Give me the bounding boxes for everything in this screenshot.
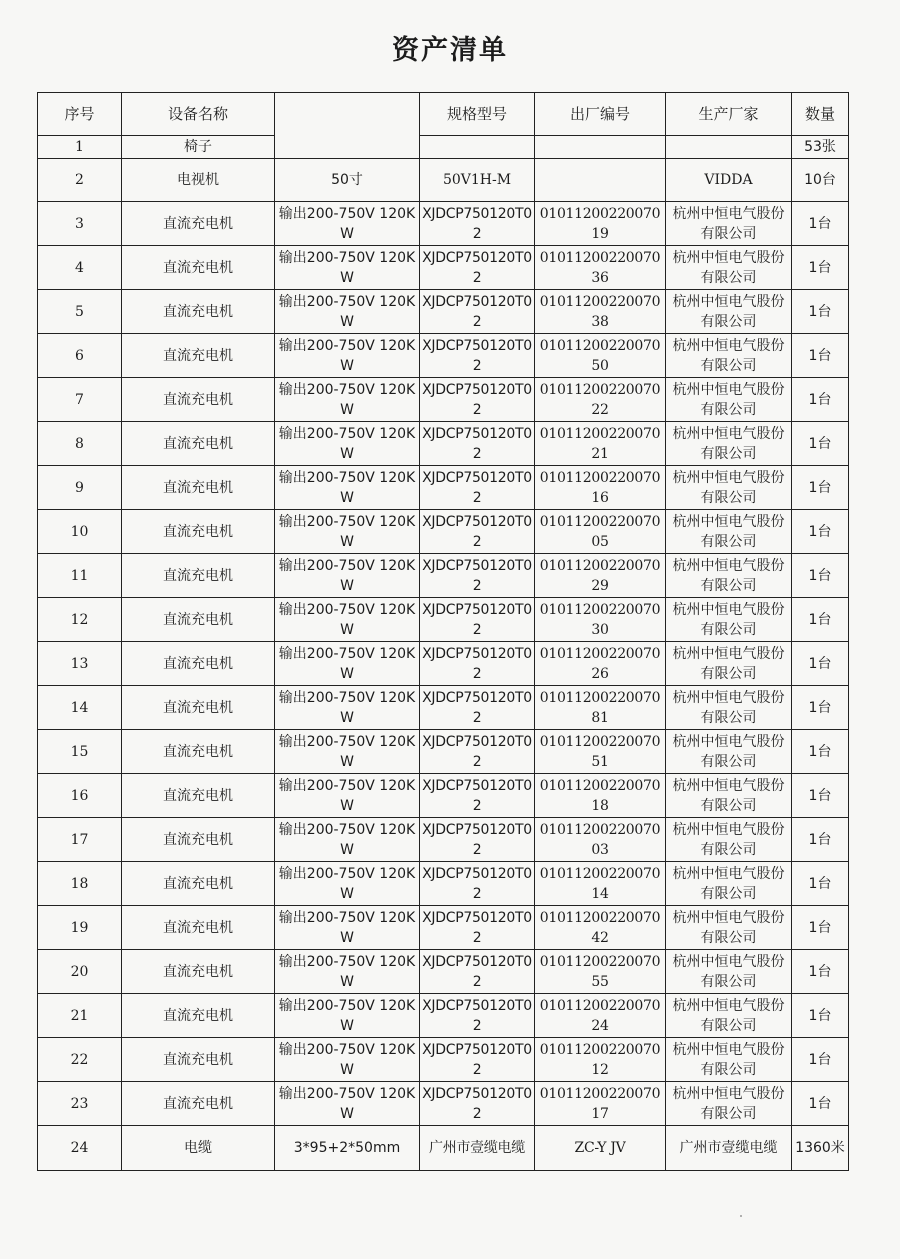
- cell-maker: 杭州中恒电气股份有限公司: [666, 466, 792, 510]
- cell-serial: 0101120022007026: [535, 642, 666, 686]
- cell-qty: 1台: [792, 950, 849, 994]
- cell-no: 10: [38, 510, 122, 554]
- table-row: [38, 950, 849, 994]
- cell-name: 电缆: [122, 1126, 275, 1171]
- cell-model: XJDCP750120T02: [420, 774, 535, 818]
- header-serial: 出厂编号: [535, 93, 666, 136]
- cell-spec: 输出200-750V 120KW: [275, 554, 420, 598]
- cell-serial: 0101120022007021: [535, 422, 666, 466]
- cell-serial: 0101120022007051: [535, 730, 666, 774]
- table-row: [38, 290, 849, 334]
- cell-maker: 杭州中恒电气股份有限公司: [666, 1038, 792, 1082]
- cell-spec: 输出200-750V 120KW: [275, 994, 420, 1038]
- cell-name: 直流充电机: [122, 246, 275, 290]
- cell-qty: 1台: [792, 246, 849, 290]
- table-row: [38, 466, 849, 510]
- cell-spec: 输出200-750V 120KW: [275, 334, 420, 378]
- cell-no: 20: [38, 950, 122, 994]
- cell-name: 直流充电机: [122, 906, 275, 950]
- cell-no: 16: [38, 774, 122, 818]
- cell-maker: 杭州中恒电气股份有限公司: [666, 642, 792, 686]
- cell-name: 椅子: [122, 136, 275, 159]
- cell-no: 4: [38, 246, 122, 290]
- cell-qty: 1台: [792, 994, 849, 1038]
- cell-no: 2: [38, 159, 122, 202]
- cell-model: XJDCP750120T02: [420, 686, 535, 730]
- table-row: [38, 378, 849, 422]
- cell-serial: 0101120022007050: [535, 334, 666, 378]
- cell-maker: 杭州中恒电气股份有限公司: [666, 598, 792, 642]
- cell-qty: 1台: [792, 730, 849, 774]
- header-name: 设备名称: [122, 93, 275, 136]
- cell-maker: 杭州中恒电气股份有限公司: [666, 994, 792, 1038]
- cell-maker: 杭州中恒电气股份有限公司: [666, 774, 792, 818]
- cell-model: XJDCP750120T02: [420, 246, 535, 290]
- cell-model: XJDCP750120T02: [420, 598, 535, 642]
- cell-name: 直流充电机: [122, 730, 275, 774]
- cell-spec: 50寸: [275, 159, 420, 202]
- cell-name: 直流充电机: [122, 202, 275, 246]
- cell-model: 广州市壹缆电缆: [420, 1126, 535, 1171]
- header-spec-desc: [275, 93, 420, 159]
- cell-spec: 输出200-750V 120KW: [275, 818, 420, 862]
- cell-name: 直流充电机: [122, 598, 275, 642]
- cell-serial: 0101120022007038: [535, 290, 666, 334]
- cell-no: 15: [38, 730, 122, 774]
- cell-serial: 0101120022007017: [535, 1082, 666, 1126]
- cell-serial: 0101120022007036: [535, 246, 666, 290]
- cell-model: XJDCP750120T02: [420, 818, 535, 862]
- cell-qty: 1台: [792, 818, 849, 862]
- cell-name: 直流充电机: [122, 378, 275, 422]
- cell-spec: 输出200-750V 120KW: [275, 950, 420, 994]
- cell-model: XJDCP750120T02: [420, 1082, 535, 1126]
- cell-qty: 10台: [792, 159, 849, 202]
- cell-maker: 杭州中恒电气股份有限公司: [666, 862, 792, 906]
- table-row: [38, 159, 849, 202]
- cell-qty: 1台: [792, 862, 849, 906]
- cell-qty: 1台: [792, 290, 849, 334]
- header-maker: 生产厂家: [666, 93, 792, 136]
- header-qty: 数量: [792, 93, 849, 136]
- cell-name: 直流充电机: [122, 862, 275, 906]
- cell-qty: 1台: [792, 202, 849, 246]
- cell-model: XJDCP750120T02: [420, 422, 535, 466]
- cell-maker: VIDDA: [666, 159, 792, 202]
- cell-serial: 0101120022007005: [535, 510, 666, 554]
- cell-serial: 0101120022007012: [535, 1038, 666, 1082]
- cell-model: XJDCP750120T02: [420, 554, 535, 598]
- cell-name: 直流充电机: [122, 554, 275, 598]
- cell-serial: 0101120022007055: [535, 950, 666, 994]
- cell-model: XJDCP750120T02: [420, 378, 535, 422]
- cell-no: 13: [38, 642, 122, 686]
- cell-spec: 输出200-750V 120KW: [275, 1082, 420, 1126]
- cell-serial: 0101120022007024: [535, 994, 666, 1038]
- cell-maker: 杭州中恒电气股份有限公司: [666, 950, 792, 994]
- cell-maker: 杭州中恒电气股份有限公司: [666, 730, 792, 774]
- cell-qty: 1台: [792, 466, 849, 510]
- cell-no: 21: [38, 994, 122, 1038]
- cell-name: 电视机: [122, 159, 275, 202]
- table-row: [38, 246, 849, 290]
- page-title: 资产清单: [392, 35, 508, 66]
- cell-maker: 杭州中恒电气股份有限公司: [666, 202, 792, 246]
- table-row: [38, 774, 849, 818]
- table-row: [38, 730, 849, 774]
- cell-qty: 1台: [792, 642, 849, 686]
- cell-spec: 输出200-750V 120KW: [275, 862, 420, 906]
- table-row: [38, 334, 849, 378]
- cell-model: XJDCP750120T02: [420, 290, 535, 334]
- cell-no: 6: [38, 334, 122, 378]
- cell-name: 直流充电机: [122, 774, 275, 818]
- cell-qty: 1台: [792, 906, 849, 950]
- cell-serial: ZC-Y JV: [535, 1126, 666, 1171]
- cell-model: XJDCP750120T02: [420, 202, 535, 246]
- cell-maker: 杭州中恒电气股份有限公司: [666, 818, 792, 862]
- cell-name: 直流充电机: [122, 466, 275, 510]
- table-row: [38, 1126, 849, 1171]
- cell-no: 24: [38, 1126, 122, 1171]
- cell-serial: 0101120022007029: [535, 554, 666, 598]
- cell-no: 23: [38, 1082, 122, 1126]
- cell-name: 直流充电机: [122, 510, 275, 554]
- cell-maker: 杭州中恒电气股份有限公司: [666, 510, 792, 554]
- cell-model: XJDCP750120T02: [420, 510, 535, 554]
- table-row: [38, 510, 849, 554]
- cell-no: 9: [38, 466, 122, 510]
- cell-name: 直流充电机: [122, 422, 275, 466]
- table-row: [38, 1082, 849, 1126]
- scan-speck: [740, 1215, 742, 1217]
- cell-serial: 0101120022007014: [535, 862, 666, 906]
- header-model: 规格型号: [420, 93, 535, 136]
- cell-spec: 输出200-750V 120KW: [275, 730, 420, 774]
- cell-no: 8: [38, 422, 122, 466]
- cell-name: 直流充电机: [122, 994, 275, 1038]
- cell-spec: 输出200-750V 120KW: [275, 598, 420, 642]
- cell-qty: 1台: [792, 378, 849, 422]
- cell-no: 19: [38, 906, 122, 950]
- cell-spec: 输出200-750V 120KW: [275, 378, 420, 422]
- table-row: [38, 906, 849, 950]
- cell-serial: 0101120022007016: [535, 466, 666, 510]
- cell-model: XJDCP750120T02: [420, 906, 535, 950]
- cell-spec: 输出200-750V 120KW: [275, 686, 420, 730]
- table-row: [38, 136, 849, 159]
- cell-serial: [535, 159, 666, 202]
- cell-maker: 杭州中恒电气股份有限公司: [666, 1082, 792, 1126]
- cell-model: 50V1H-M: [420, 159, 535, 202]
- cell-serial: 0101120022007003: [535, 818, 666, 862]
- cell-no: 12: [38, 598, 122, 642]
- cell-spec: 输出200-750V 120KW: [275, 1038, 420, 1082]
- cell-qty: 1台: [792, 334, 849, 378]
- cell-no: 17: [38, 818, 122, 862]
- cell-model: XJDCP750120T02: [420, 642, 535, 686]
- cell-qty: 1台: [792, 774, 849, 818]
- cell-spec: 输出200-750V 120KW: [275, 290, 420, 334]
- cell-name: 直流充电机: [122, 950, 275, 994]
- cell-spec: 输出200-750V 120KW: [275, 466, 420, 510]
- cell-maker: 广州市壹缆电缆: [666, 1126, 792, 1171]
- table-row: [38, 994, 849, 1038]
- cell-serial: 0101120022007018: [535, 774, 666, 818]
- table-row: [38, 554, 849, 598]
- cell-name: 直流充电机: [122, 334, 275, 378]
- cell-no: 18: [38, 862, 122, 906]
- table-row: [38, 642, 849, 686]
- cell-qty: 1台: [792, 1038, 849, 1082]
- cell-maker: 杭州中恒电气股份有限公司: [666, 378, 792, 422]
- header-no: 序号: [38, 93, 122, 136]
- cell-serial: 0101120022007022: [535, 378, 666, 422]
- cell-qty: 1台: [792, 554, 849, 598]
- cell-maker: 杭州中恒电气股份有限公司: [666, 422, 792, 466]
- cell-model: XJDCP750120T02: [420, 1038, 535, 1082]
- cell-maker: 杭州中恒电气股份有限公司: [666, 246, 792, 290]
- cell-no: 1: [38, 136, 122, 159]
- table-row: [38, 1038, 849, 1082]
- cell-name: 直流充电机: [122, 818, 275, 862]
- cell-serial: 0101120022007030: [535, 598, 666, 642]
- table-row: [38, 598, 849, 642]
- cell-maker: 杭州中恒电气股份有限公司: [666, 290, 792, 334]
- cell-spec: 输出200-750V 120KW: [275, 202, 420, 246]
- cell-maker: 杭州中恒电气股份有限公司: [666, 686, 792, 730]
- cell-no: 3: [38, 202, 122, 246]
- cell-spec: 输出200-750V 120KW: [275, 774, 420, 818]
- cell-model: XJDCP750120T02: [420, 466, 535, 510]
- asset-table: [37, 92, 849, 1171]
- cell-name: 直流充电机: [122, 1082, 275, 1126]
- cell-no: 22: [38, 1038, 122, 1082]
- cell-no: 7: [38, 378, 122, 422]
- cell-model: XJDCP750120T02: [420, 950, 535, 994]
- cell-serial: 0101120022007081: [535, 686, 666, 730]
- cell-model: XJDCP750120T02: [420, 994, 535, 1038]
- cell-maker: 杭州中恒电气股份有限公司: [666, 554, 792, 598]
- cell-spec: 输出200-750V 120KW: [275, 906, 420, 950]
- cell-serial: 0101120022007042: [535, 906, 666, 950]
- table-row: [38, 818, 849, 862]
- cell-no: 14: [38, 686, 122, 730]
- header-row: [38, 93, 849, 136]
- cell-qty: 1台: [792, 510, 849, 554]
- cell-serial: 0101120022007019: [535, 202, 666, 246]
- cell-no: 5: [38, 290, 122, 334]
- cell-name: 直流充电机: [122, 642, 275, 686]
- cell-maker: 杭州中恒电气股份有限公司: [666, 906, 792, 950]
- cell-maker: 杭州中恒电气股份有限公司: [666, 334, 792, 378]
- cell-qty: 1360米: [792, 1126, 849, 1171]
- table-row: [38, 202, 849, 246]
- table-row: [38, 422, 849, 466]
- cell-qty: 53张: [792, 136, 849, 159]
- cell-spec: 输出200-750V 120KW: [275, 642, 420, 686]
- cell-no: 11: [38, 554, 122, 598]
- cell-model: XJDCP750120T02: [420, 334, 535, 378]
- cell-name: 直流充电机: [122, 686, 275, 730]
- cell-model: [420, 136, 535, 159]
- table-row: [38, 686, 849, 730]
- cell-qty: 1台: [792, 1082, 849, 1126]
- cell-spec: 输出200-750V 120KW: [275, 246, 420, 290]
- cell-spec: 3*95+2*50mm: [275, 1126, 420, 1171]
- cell-qty: 1台: [792, 686, 849, 730]
- cell-spec: 输出200-750V 120KW: [275, 510, 420, 554]
- cell-model: XJDCP750120T02: [420, 730, 535, 774]
- cell-serial: [535, 136, 666, 159]
- cell-spec: 输出200-750V 120KW: [275, 422, 420, 466]
- cell-name: 直流充电机: [122, 1038, 275, 1082]
- cell-qty: 1台: [792, 422, 849, 466]
- cell-qty: 1台: [792, 598, 849, 642]
- table-row: [38, 862, 849, 906]
- cell-model: XJDCP750120T02: [420, 862, 535, 906]
- cell-name: 直流充电机: [122, 290, 275, 334]
- cell-maker: [666, 136, 792, 159]
